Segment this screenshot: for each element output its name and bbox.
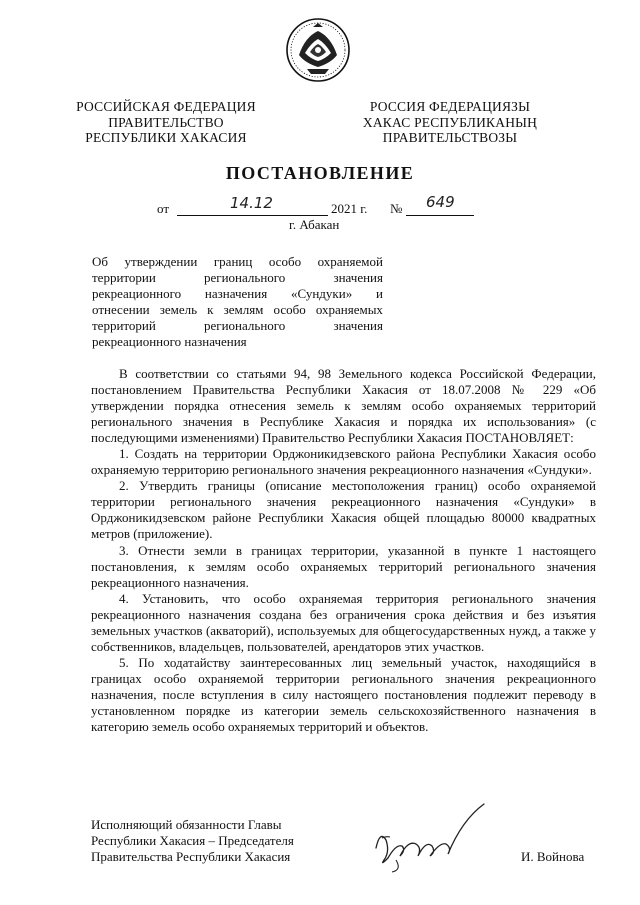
subject-line (92, 286, 383, 302)
subject-word: утверждении (124, 254, 198, 269)
document-title: ПОСТАНОВЛЕНИЕ (225, 163, 415, 183)
header-left-line: РОССИЙСКАЯ ФЕДЕРАЦИЯ (76, 99, 256, 114)
subject-line (92, 254, 383, 270)
subject-word: отнесении (92, 302, 150, 317)
subject-word: землям (223, 302, 264, 317)
header-right-line: ХАКАС РЕСПУБЛИКАНЫҢ (362, 114, 538, 130)
signature-position-line: Исполняющий обязанности Главы (91, 817, 282, 832)
subject-word: значения (333, 270, 383, 285)
subject-word: Об (92, 254, 109, 269)
header-left-line: РЕСПУБЛИКИ ХАКАСИЯ (85, 130, 247, 145)
subject-word: к (207, 302, 214, 317)
preamble-paragraph: В соответствии со статьями 94, 98 Земельного кодекса Российской Федерации, постановлением Правительства Республики Хакасия от 18.07.2008 № 229 «Об утверждении порядка отнесения земель к землям особо охраняемых территорий регионального значения в Республике Хакасия и порядка их использования» (с последующими изменениями) Правительство Республики Хакасия ПОСТАНОВЛЯЕТ: (91, 366, 596, 446)
subject-word: границ (213, 254, 253, 269)
subject-line (92, 318, 383, 334)
subject-word: земель (159, 302, 198, 317)
subject-word: охраняемых (315, 302, 383, 317)
subject-word: особо (268, 254, 302, 269)
header-right-line: РОССИЯ ФЕДЕРАЦИЯЗЫ (369, 99, 531, 114)
subject-line (92, 302, 383, 318)
subject-word: особо (273, 302, 306, 317)
item-paragraph: 3. Отнести земли в границах территории, указанной в пункте 1 настоящего постановления, к землям особо охраняемых территорий регионального значения рекреационного назначения. (91, 542, 596, 590)
handwritten-signature (366, 800, 506, 875)
item-paragraph: 1. Создать на территории Орджоникидзевского района Республики Хакасия особо охраняемую территорию регионального значения рекреационного назначения «Сундуки». (91, 446, 596, 478)
subject-word: рекреационного (92, 286, 182, 301)
date-prefix: от (157, 201, 170, 216)
coat-of-arms-emblem (285, 17, 351, 83)
number-handwritten: 649 (426, 193, 455, 211)
item-paragraph: 5. По ходатайству заинтересованных лиц земельный участок, находящийся в границах особо охраняемой территории регионального значения рекреационного назначения, после вступления в силу настоящего постановления подлежит переводу в установленном порядке из категории земель сельскохозяйственного назначения в категорию земель особо охраняемых территорий и объектов. (91, 654, 596, 735)
header-left-line: ПРАВИТЕЛЬСТВО (108, 114, 224, 130)
subject-word: значения (333, 318, 383, 333)
header-right-block (350, 99, 550, 146)
subject-word: территории (92, 270, 156, 285)
header-left-block (66, 99, 266, 146)
signature-position-line: Республики Хакасия – Председателя (91, 833, 294, 848)
subject-word: «Сундуки» (291, 286, 353, 301)
item-paragraph: 2. Утвердить границы (описание местоположения границ) особо охраняемой территории регионального значения рекреационного назначения «Сундуки» в Орджоникидзевском районе Республики Хакасия общей площадью 80000 квадратных метров (приложение). (91, 478, 596, 542)
date-year: 2021 г. (331, 201, 368, 216)
document-body (91, 366, 596, 735)
date-underline (177, 215, 328, 216)
item-paragraph: 4. Установить, что особо охраняемая территория регионального значения рекреационного назначения создана без ограничения срока действия и без изъятия земельных участков (акваторий), используемых для общегосударственных нужд, а также у собственников, владельцев, пользователей, арендаторов этих участков. (91, 590, 596, 654)
signature-position (91, 817, 294, 865)
subject-word: регионального (204, 318, 286, 333)
number-sign: № (390, 201, 403, 216)
signature-position-line: Правительства Республики Хакасия (91, 849, 291, 864)
subject-word: территорий (92, 318, 156, 333)
signatory-name: И. Войнова (521, 849, 585, 864)
subject-word: и (376, 286, 383, 301)
subject-word: назначения (204, 286, 268, 301)
subject-word: регионального (204, 270, 286, 285)
header-right-line: ПРАВИТЕЛЬСТВОЗЫ (382, 130, 518, 145)
city-label: г. Абакан (289, 217, 340, 232)
date-handwritten: 14.12 (230, 194, 273, 212)
number-underline (406, 215, 474, 216)
subject-line-last: рекреационного назначения (92, 334, 247, 349)
subject-word: охраняемой (317, 254, 383, 269)
subject-line (92, 270, 383, 286)
